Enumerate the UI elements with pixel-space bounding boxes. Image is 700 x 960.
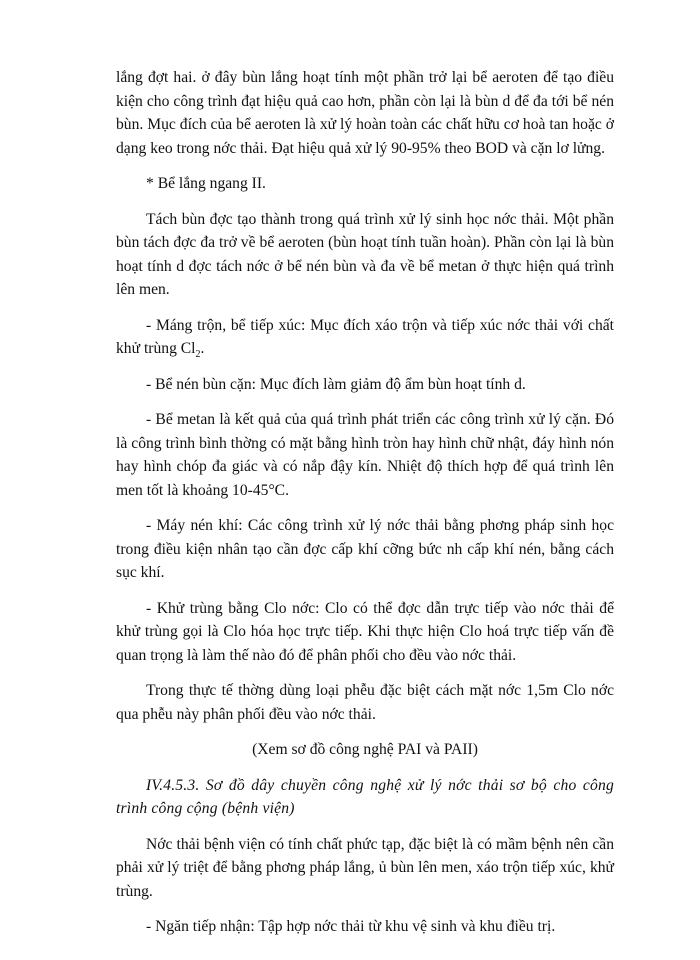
paragraph-receiving-chamber: - Ngăn tiếp nhận: Tập hợp nớc thải từ khu vệ sinh và khu điều trị.: [146, 918, 556, 935]
paragraph-air-compressor: - Máy nén khí: Các công trình xử lý nớc thải bằng phơng pháp sinh học trong điều kiện nhân tạo cần đợc cấp khí cỡng bức nh cấp khí nén, bằng cách sục khí.: [116, 517, 614, 581]
paragraph-sludge-separation: Tách bùn đợc tạo thành trong quá trình xử lý sinh học nớc thải. Một phần bùn tách đợc đa trở về bể aeroten (bùn hoạt tính tuần hoàn). Phần còn lại là bùn hoạt tính d đợc tách nớc ở bể nén bùn và đa về bể metan ở thực hiện quá trình lên men.: [116, 210, 614, 298]
paragraph-aeroten: lắng đợt hai. ở đây bùn lắng hoạt tính một phần trở lại bể aeroten để tạo điều kiện cho công trình đạt hiệu quả cao hơn, phần còn lại là bùn d để đa tới bể nén bùn. Mục đích của bể aeroten là xử lý hoàn toàn các chất hữu cơ hoà tan hoặc ở dạng keo trong nớc thải. Đạt hiệu quả xử lý 90-95% theo BOD và cặn lơ lửng.: [116, 69, 614, 157]
chlorine-subscript: 2: [195, 349, 201, 361]
paragraph-see-diagram: (Xem sơ đồ công nghệ PAI và PAII): [252, 741, 478, 758]
paragraph-sludge-thickener: - Bể nén bùn cặn: Mục đích làm giảm độ ẩm bùn hoạt tính d.: [146, 375, 526, 393]
heading-settling-tank-2: * Bể lắng ngang II.: [146, 175, 266, 192]
mixing-trough-text: - Máng trộn, bể tiếp xúc: Mục đích xáo trộn và tiếp xúc nớc thải với chất khử trùng Cl: [116, 316, 614, 357]
paragraph-hospital-wastewater: Nớc thải bệnh viện có tính chất phức tạp, đặc biệt là có mầm bệnh nên cần phải xử lý triệt để bằng phơng pháp lắng, ủ bùn lên men, xáo trộn tiếp xúc, khử trùng.: [116, 835, 614, 900]
section-heading-hospital: IV.4.5.3. Sơ đồ dây chuyền công nghệ xử lý nớc thải sơ bộ cho công trình công cộng (bệnh viện): [116, 776, 614, 817]
paragraph-mixing-trough: [116, 314, 614, 361]
mixing-trough-end: .: [200, 340, 205, 357]
paragraph-chlorine-disinfection: - Khử trùng bằng Clo nớc: Clo có thể đợc dẫn trực tiếp vào nớc thải để khử trùng gọi là Clo hóa học trực tiếp. Khi thực hiện Clo hoá trực tiếp vấn đề quan trọng là làm thế nào đó để phân phối cho đều vào nớc thải.: [116, 599, 614, 664]
paragraph-chlorine-funnel: Trong thực tế thờng dùng loại phễu đặc biệt cách mặt nớc 1,5m Clo nớc qua phễu này phân phối đều vào nớc thải.: [116, 682, 614, 723]
paragraph-metan-tank: - Bể metan là kết quả của quá trình phát triển các công trình xử lý cặn. Đó là công trình bình thờng có mặt bằng hình tròn hay hình chữ nhật, đáy hình nón hay hình chóp đa giác và có nắp đậy kín. Nhiệt độ thích hợp để quá trình lên men tốt là khoảng 10-45°C.: [116, 411, 614, 499]
